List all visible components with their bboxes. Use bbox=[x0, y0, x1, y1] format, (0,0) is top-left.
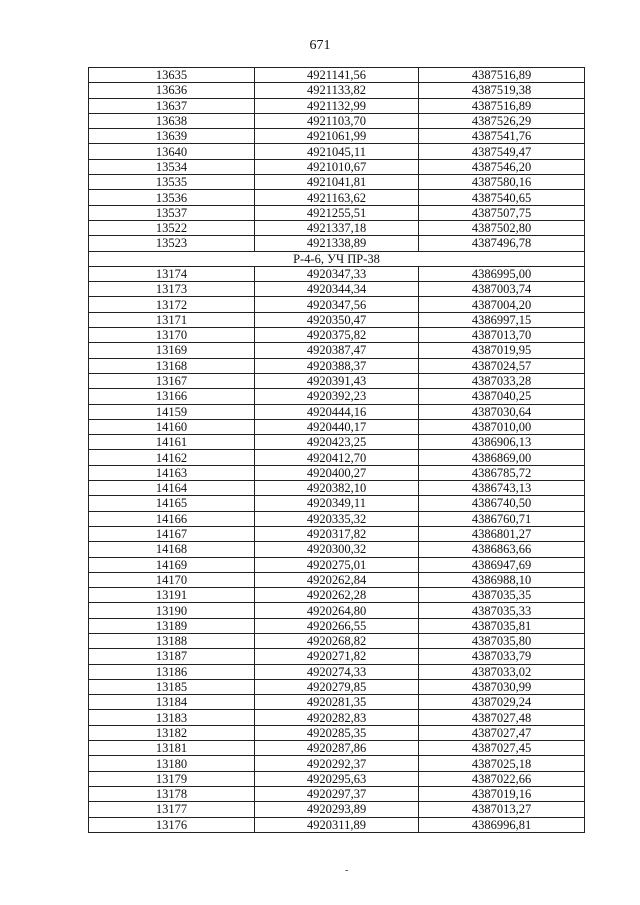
x-coordinate-cell: 4920287,86 bbox=[255, 741, 419, 756]
x-coordinate-cell: 4920382,10 bbox=[255, 481, 419, 496]
x-coordinate-cell: 4921337,18 bbox=[255, 220, 419, 235]
x-coordinate-cell: 4920311,89 bbox=[255, 817, 419, 832]
table-row bbox=[89, 266, 585, 281]
y-coordinate-cell: 4387033,79 bbox=[419, 649, 585, 664]
table-row bbox=[89, 511, 585, 526]
point-number-cell: 13190 bbox=[89, 603, 255, 618]
x-coordinate-cell: 4920300,32 bbox=[255, 542, 419, 557]
table-row bbox=[89, 465, 585, 480]
x-coordinate-cell: 4921133,82 bbox=[255, 83, 419, 98]
point-number-cell: 13638 bbox=[89, 113, 255, 128]
point-number-cell: 13522 bbox=[89, 220, 255, 235]
section-header-row bbox=[89, 251, 585, 266]
x-coordinate-cell: 4920297,37 bbox=[255, 786, 419, 801]
x-coordinate-cell: 4920375,82 bbox=[255, 328, 419, 343]
section-label: Р-4-6, УЧ ПР-38 bbox=[89, 251, 585, 266]
point-number-cell: 13523 bbox=[89, 236, 255, 251]
page-number: 671 bbox=[309, 38, 331, 53]
x-coordinate-cell: 4921141,56 bbox=[255, 68, 419, 83]
y-coordinate-cell: 4387507,75 bbox=[419, 205, 585, 220]
point-number-cell: 14170 bbox=[89, 572, 255, 587]
table-row bbox=[89, 328, 585, 343]
point-number-cell: 13186 bbox=[89, 664, 255, 679]
y-coordinate-cell: 4386743,13 bbox=[419, 481, 585, 496]
x-coordinate-cell: 4920268,82 bbox=[255, 633, 419, 648]
y-coordinate-cell: 4387516,89 bbox=[419, 98, 585, 113]
point-number-cell: 14159 bbox=[89, 404, 255, 419]
point-number-cell: 14160 bbox=[89, 419, 255, 434]
point-number-cell: 13182 bbox=[89, 725, 255, 740]
point-number-cell: 13168 bbox=[89, 358, 255, 373]
table-row bbox=[89, 205, 585, 220]
y-coordinate-cell: 4386740,50 bbox=[419, 496, 585, 511]
table-row bbox=[89, 526, 585, 541]
x-coordinate-cell: 4921010,67 bbox=[255, 159, 419, 174]
x-coordinate-cell: 4921132,99 bbox=[255, 98, 419, 113]
point-number-cell: 13173 bbox=[89, 282, 255, 297]
point-number-cell: 13174 bbox=[89, 266, 255, 281]
table-row bbox=[89, 113, 585, 128]
point-number-cell: 13172 bbox=[89, 297, 255, 312]
point-number-cell: 14165 bbox=[89, 496, 255, 511]
x-coordinate-cell: 4920274,33 bbox=[255, 664, 419, 679]
table-row bbox=[89, 68, 585, 83]
table-row bbox=[89, 633, 585, 648]
y-coordinate-cell: 4387549,47 bbox=[419, 144, 585, 159]
table-row bbox=[89, 343, 585, 358]
table-row bbox=[89, 435, 585, 450]
table-row bbox=[89, 236, 585, 251]
table-row bbox=[89, 710, 585, 725]
y-coordinate-cell: 4387025,18 bbox=[419, 756, 585, 771]
x-coordinate-cell: 4920440,17 bbox=[255, 419, 419, 434]
table-row bbox=[89, 771, 585, 786]
point-number-cell: 13191 bbox=[89, 588, 255, 603]
y-coordinate-cell: 4387022,66 bbox=[419, 771, 585, 786]
x-coordinate-cell: 4921255,51 bbox=[255, 205, 419, 220]
x-coordinate-cell: 4920387,47 bbox=[255, 343, 419, 358]
table-row bbox=[89, 358, 585, 373]
y-coordinate-cell: 4386906,13 bbox=[419, 435, 585, 450]
x-coordinate-cell: 4920281,35 bbox=[255, 695, 419, 710]
x-coordinate-cell: 4920391,43 bbox=[255, 373, 419, 388]
table-row bbox=[89, 695, 585, 710]
x-coordinate-cell: 4921163,62 bbox=[255, 190, 419, 205]
x-coordinate-cell: 4920335,32 bbox=[255, 511, 419, 526]
table-row bbox=[89, 404, 585, 419]
y-coordinate-cell: 4387502,80 bbox=[419, 220, 585, 235]
table-row bbox=[89, 496, 585, 511]
y-coordinate-cell: 4387013,27 bbox=[419, 802, 585, 817]
table-row bbox=[89, 450, 585, 465]
y-coordinate-cell: 4387027,48 bbox=[419, 710, 585, 725]
y-coordinate-cell: 4387019,95 bbox=[419, 343, 585, 358]
y-coordinate-cell: 4387027,47 bbox=[419, 725, 585, 740]
y-coordinate-cell: 4387035,33 bbox=[419, 603, 585, 618]
y-coordinate-cell: 4387519,38 bbox=[419, 83, 585, 98]
point-number-cell: 13166 bbox=[89, 389, 255, 404]
x-coordinate-cell: 4921338,89 bbox=[255, 236, 419, 251]
y-coordinate-cell: 4387526,29 bbox=[419, 113, 585, 128]
y-coordinate-cell: 4387516,89 bbox=[419, 68, 585, 83]
point-number-cell: 13169 bbox=[89, 343, 255, 358]
point-number-cell: 13183 bbox=[89, 710, 255, 725]
point-number-cell: 13185 bbox=[89, 679, 255, 694]
point-number-cell: 13534 bbox=[89, 159, 255, 174]
table-row bbox=[89, 373, 585, 388]
table-row bbox=[89, 175, 585, 190]
point-number-cell: 13181 bbox=[89, 741, 255, 756]
y-coordinate-cell: 4386997,15 bbox=[419, 312, 585, 327]
x-coordinate-cell: 4920444,16 bbox=[255, 404, 419, 419]
point-number-cell: 14162 bbox=[89, 450, 255, 465]
point-number-cell: 13178 bbox=[89, 786, 255, 801]
table-row bbox=[89, 725, 585, 740]
point-number-cell: 13177 bbox=[89, 802, 255, 817]
table-row bbox=[89, 588, 585, 603]
x-coordinate-cell: 4920349,11 bbox=[255, 496, 419, 511]
point-number-cell: 13637 bbox=[89, 98, 255, 113]
table-row bbox=[89, 664, 585, 679]
table-row bbox=[89, 786, 585, 801]
y-coordinate-cell: 4387035,35 bbox=[419, 588, 585, 603]
x-coordinate-cell: 4920262,28 bbox=[255, 588, 419, 603]
point-number-cell: 13167 bbox=[89, 373, 255, 388]
point-number-cell: 13639 bbox=[89, 129, 255, 144]
y-coordinate-cell: 4386863,66 bbox=[419, 542, 585, 557]
y-coordinate-cell: 4387003,74 bbox=[419, 282, 585, 297]
table-row bbox=[89, 802, 585, 817]
y-coordinate-cell: 4387030,64 bbox=[419, 404, 585, 419]
y-coordinate-cell: 4387019,16 bbox=[419, 786, 585, 801]
point-number-cell: 14168 bbox=[89, 542, 255, 557]
point-number-cell: 13187 bbox=[89, 649, 255, 664]
y-coordinate-cell: 4386785,72 bbox=[419, 465, 585, 480]
y-coordinate-cell: 4387033,02 bbox=[419, 664, 585, 679]
x-coordinate-cell: 4920400,27 bbox=[255, 465, 419, 480]
x-coordinate-cell: 4920271,82 bbox=[255, 649, 419, 664]
x-coordinate-cell: 4920266,55 bbox=[255, 618, 419, 633]
point-number-cell: 14167 bbox=[89, 526, 255, 541]
y-coordinate-cell: 4387035,81 bbox=[419, 618, 585, 633]
x-coordinate-cell: 4920347,33 bbox=[255, 266, 419, 281]
coordinates-table-body bbox=[89, 68, 585, 833]
table-row bbox=[89, 129, 585, 144]
table-row bbox=[89, 618, 585, 633]
table-row bbox=[89, 159, 585, 174]
table-row bbox=[89, 817, 585, 832]
y-coordinate-cell: 4387029,24 bbox=[419, 695, 585, 710]
table-row bbox=[89, 389, 585, 404]
table-row bbox=[89, 741, 585, 756]
table-row bbox=[89, 542, 585, 557]
y-coordinate-cell: 4387496,78 bbox=[419, 236, 585, 251]
y-coordinate-cell: 4387546,20 bbox=[419, 159, 585, 174]
point-number-cell: 13536 bbox=[89, 190, 255, 205]
table-row bbox=[89, 98, 585, 113]
y-coordinate-cell: 4387013,70 bbox=[419, 328, 585, 343]
point-number-cell: 13184 bbox=[89, 695, 255, 710]
x-coordinate-cell: 4920392,23 bbox=[255, 389, 419, 404]
table-row bbox=[89, 83, 585, 98]
point-number-cell: 13180 bbox=[89, 756, 255, 771]
x-coordinate-cell: 4920388,37 bbox=[255, 358, 419, 373]
table-row bbox=[89, 282, 585, 297]
table-row bbox=[89, 649, 585, 664]
x-coordinate-cell: 4920262,84 bbox=[255, 572, 419, 587]
y-coordinate-cell: 4386869,00 bbox=[419, 450, 585, 465]
point-number-cell: 13171 bbox=[89, 312, 255, 327]
table-row bbox=[89, 679, 585, 694]
point-number-cell: 14163 bbox=[89, 465, 255, 480]
table-row bbox=[89, 419, 585, 434]
table-row bbox=[89, 557, 585, 572]
x-coordinate-cell: 4920317,82 bbox=[255, 526, 419, 541]
y-coordinate-cell: 4386988,10 bbox=[419, 572, 585, 587]
table-row bbox=[89, 572, 585, 587]
x-coordinate-cell: 4920292,37 bbox=[255, 756, 419, 771]
point-number-cell: 13537 bbox=[89, 205, 255, 220]
point-number-cell: 13640 bbox=[89, 144, 255, 159]
x-coordinate-cell: 4920282,83 bbox=[255, 710, 419, 725]
point-number-cell: 13170 bbox=[89, 328, 255, 343]
x-coordinate-cell: 4921045,11 bbox=[255, 144, 419, 159]
point-number-cell: 13189 bbox=[89, 618, 255, 633]
table-row bbox=[89, 297, 585, 312]
point-number-cell: 13179 bbox=[89, 771, 255, 786]
y-coordinate-cell: 4387541,76 bbox=[419, 129, 585, 144]
y-coordinate-cell: 4387580,16 bbox=[419, 175, 585, 190]
y-coordinate-cell: 4387040,25 bbox=[419, 389, 585, 404]
point-number-cell: 13635 bbox=[89, 68, 255, 83]
point-number-cell: 13176 bbox=[89, 817, 255, 832]
y-coordinate-cell: 4387004,20 bbox=[419, 297, 585, 312]
table-row bbox=[89, 603, 585, 618]
y-coordinate-cell: 4386760,71 bbox=[419, 511, 585, 526]
table-row bbox=[89, 220, 585, 235]
point-number-cell: 13636 bbox=[89, 83, 255, 98]
x-coordinate-cell: 4921061,99 bbox=[255, 129, 419, 144]
x-coordinate-cell: 4920423,25 bbox=[255, 435, 419, 450]
point-number-cell: 14161 bbox=[89, 435, 255, 450]
y-coordinate-cell: 4387540,65 bbox=[419, 190, 585, 205]
x-coordinate-cell: 4920293,89 bbox=[255, 802, 419, 817]
x-coordinate-cell: 4920347,56 bbox=[255, 297, 419, 312]
y-coordinate-cell: 4387033,28 bbox=[419, 373, 585, 388]
y-coordinate-cell: 4387027,45 bbox=[419, 741, 585, 756]
x-coordinate-cell: 4920344,34 bbox=[255, 282, 419, 297]
x-coordinate-cell: 4921041,81 bbox=[255, 175, 419, 190]
point-number-cell: 14166 bbox=[89, 511, 255, 526]
y-coordinate-cell: 4386801,27 bbox=[419, 526, 585, 541]
y-coordinate-cell: 4387030,99 bbox=[419, 679, 585, 694]
y-coordinate-cell: 4386947,69 bbox=[419, 557, 585, 572]
table-row bbox=[89, 481, 585, 496]
footer-mark: - bbox=[345, 865, 349, 876]
table-row bbox=[89, 190, 585, 205]
y-coordinate-cell: 4387024,57 bbox=[419, 358, 585, 373]
point-number-cell: 13535 bbox=[89, 175, 255, 190]
x-coordinate-cell: 4920412,70 bbox=[255, 450, 419, 465]
point-number-cell: 14164 bbox=[89, 481, 255, 496]
table-row bbox=[89, 756, 585, 771]
x-coordinate-cell: 4920285,35 bbox=[255, 725, 419, 740]
y-coordinate-cell: 4387010,00 bbox=[419, 419, 585, 434]
y-coordinate-cell: 4386995,00 bbox=[419, 266, 585, 281]
x-coordinate-cell: 4920275,01 bbox=[255, 557, 419, 572]
point-number-cell: 13188 bbox=[89, 633, 255, 648]
y-coordinate-cell: 4387035,80 bbox=[419, 633, 585, 648]
x-coordinate-cell: 4920295,63 bbox=[255, 771, 419, 786]
table-row bbox=[89, 144, 585, 159]
table-row bbox=[89, 312, 585, 327]
x-coordinate-cell: 4920279,85 bbox=[255, 679, 419, 694]
x-coordinate-cell: 4920264,80 bbox=[255, 603, 419, 618]
point-number-cell: 14169 bbox=[89, 557, 255, 572]
x-coordinate-cell: 4920350,47 bbox=[255, 312, 419, 327]
coordinates-table bbox=[88, 67, 585, 833]
y-coordinate-cell: 4386996,81 bbox=[419, 817, 585, 832]
x-coordinate-cell: 4921103,70 bbox=[255, 113, 419, 128]
